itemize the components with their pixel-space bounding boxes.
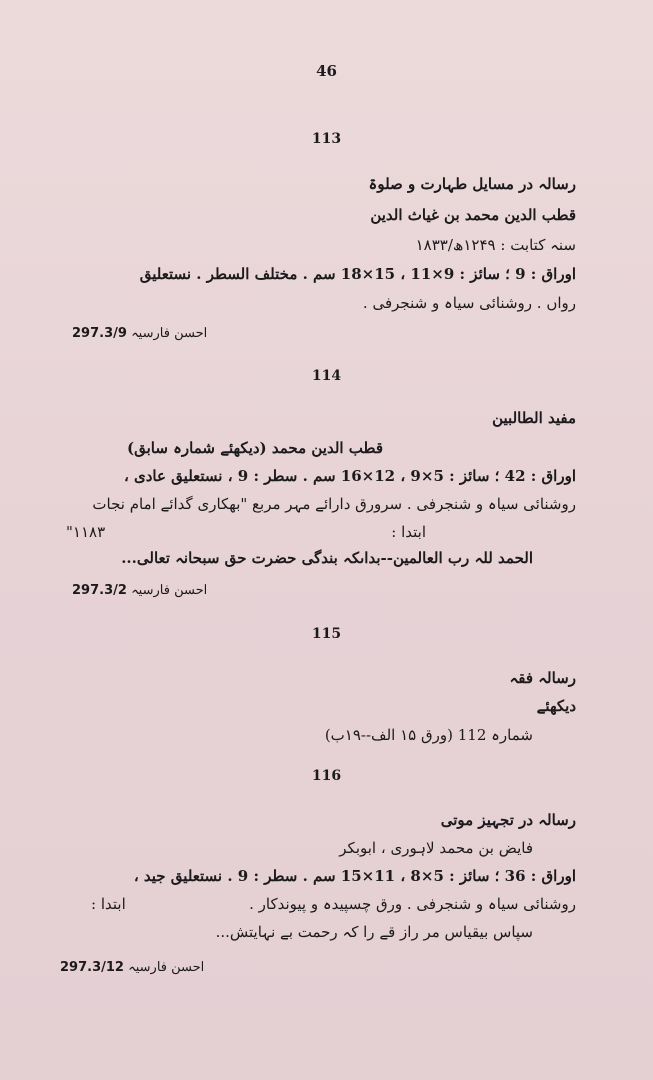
entry-113-author: قطب الدین محمد بن غیاث الدین (370, 206, 576, 224)
entry-114-desc3-text: ۱۱۸۳" (66, 523, 106, 541)
shelf-code: 297.3/12 (60, 960, 124, 975)
entry-115-title: رسالہ فقہ (509, 669, 576, 687)
entry-114-incipit: الحمد للہ رب العالمین--بداںکہ بندگی حضرت حق سبحانہ تعالی... (121, 549, 533, 567)
entry-number-116: 116 (311, 768, 342, 784)
entry-114-incipit-label: ابتدا : (391, 523, 426, 541)
entry-114-desc2: روشنائی سیاہ و شنجرفی . سرورق دارائے مہر مربع "بھکاری گدائے امام نجات (92, 495, 576, 513)
entry-116-desc1: اوراق : 36 ؛ سائز : 5×8 ، 11×15 سم . سطر : 9 . نستعلیق جید ، (133, 867, 576, 885)
entry-114-author: قطب الدین محمد (دیکھئے شمارہ سابق) (126, 439, 383, 457)
entry-114-desc3 (66, 522, 576, 542)
shelf-code: 297.3/2 (72, 583, 127, 598)
entry-115-reference: شمارہ 112 (ورق ۱۵ الف--۱۹ب) (324, 726, 533, 744)
entry-116-incipit: سپاس بیقیاس مر راز قے را کہ رحمت بے نہایتش... (215, 923, 533, 941)
shelf-label: احسن فارسیہ (131, 326, 208, 341)
shelf-code: 297.3/9 (72, 326, 127, 341)
entry-116-incipit-label: ابتدا : (91, 895, 126, 913)
entry-114-desc1: اوراق : 42 ؛ سائز : 5×9 ، 12×16 سم . سطر : 9 ، نستعلیق عادی ، (123, 467, 576, 485)
entry-113-title: رسالہ در مسایل طہارت و صلوۃ (368, 175, 576, 193)
entry-114-shelfmark (72, 583, 207, 598)
entry-113-shelfmark (72, 326, 207, 341)
entry-113-date: سنہ کتابت : ۱۲۴۹ھ/۱۸۳۳ (415, 236, 576, 254)
entry-number-113: 113 (311, 131, 342, 147)
entry-115-see: دیکھئے (536, 697, 576, 715)
shelf-label: احسن فارسیہ (128, 960, 205, 975)
shelf-label: احسن فارسیہ (131, 583, 208, 598)
entry-116-title: رسالہ در تجہیز موتی (440, 811, 576, 829)
entry-116-author: فایض بن محمد لاہوری ، ابوبکر (339, 839, 533, 857)
entry-113-desc1: اوراق : 9 ؛ سائز : 9×11 ، 15×18 سم . مختلف السطر . نستعلیق (139, 265, 576, 283)
entry-number-115: 115 (311, 626, 342, 642)
entry-116-shelfmark (60, 960, 204, 975)
entry-113-desc2: رواں . روشنائی سیاہ و شنجرفی . (362, 294, 576, 312)
entry-116-desc2: روشنائی سیاہ و شنجرفی . ورق چسپیدہ و پیوندکار . (249, 895, 576, 913)
page-number: 46 (316, 62, 337, 80)
entry-number-114: 114 (311, 368, 342, 384)
entry-116-desc2-line (66, 894, 576, 914)
entry-114-title: مفید الطالبین (492, 409, 576, 427)
